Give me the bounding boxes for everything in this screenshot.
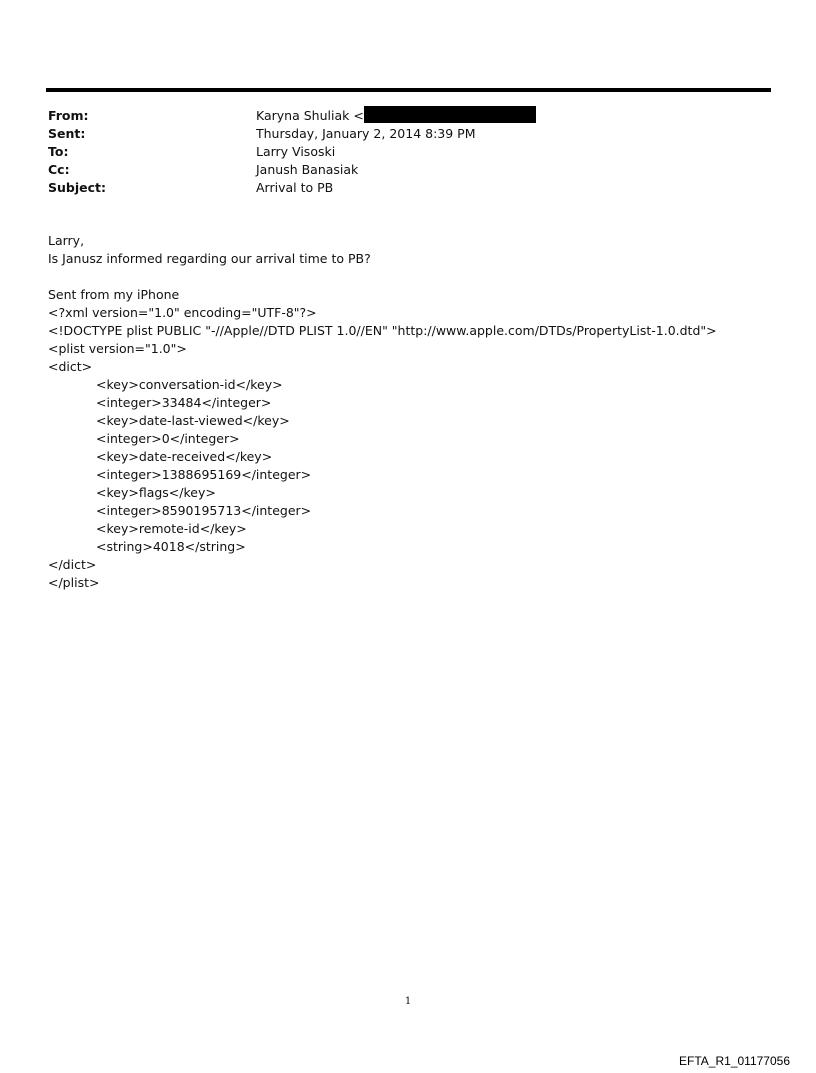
from-sender: Karyna Shuliak < xyxy=(256,108,364,123)
plist-entry: <key>remote-id</key> xyxy=(96,521,247,536)
subject-label: Subject: xyxy=(48,180,106,195)
bates-number: EFTA_R1_01177056 xyxy=(679,1054,790,1068)
page-number: 1 xyxy=(404,996,412,1007)
to-value: Larry Visoski xyxy=(256,144,336,159)
plist-entry: <integer>33484</integer> xyxy=(96,395,272,410)
sent-label: Sent: xyxy=(48,126,86,141)
cc-row xyxy=(48,161,748,179)
plist-entry: <integer>0</integer> xyxy=(96,431,240,446)
plist-xml-declaration: <?xml version="1.0" encoding="UTF-8"?> xyxy=(48,305,317,320)
message-text: Is Janusz informed regarding our arrival time to PB? xyxy=(48,251,371,266)
subject-row xyxy=(48,179,748,197)
email-body xyxy=(48,232,788,592)
plist-entry: <integer>1388695169</integer> xyxy=(96,467,312,482)
to-label: To: xyxy=(48,144,69,159)
signature: Sent from my iPhone xyxy=(48,287,180,302)
plist-entry: <key>flags</key> xyxy=(96,485,216,500)
cc-value: Janush Banasiak xyxy=(256,162,359,177)
plist-entry: <key>date-received</key> xyxy=(96,449,273,464)
plist-entry: <key>date-last-viewed</key> xyxy=(96,413,290,428)
plist-open-tag: <plist version="1.0"> xyxy=(48,341,187,356)
dict-close-tag: </dict> xyxy=(48,557,97,572)
from-label: From: xyxy=(48,108,89,123)
greeting: Larry, xyxy=(48,233,85,248)
subject-value: Arrival to PB xyxy=(256,180,334,195)
email-header xyxy=(48,107,748,197)
to-row xyxy=(48,143,748,161)
plist-close-tag: </plist> xyxy=(48,575,100,590)
sent-value: Thursday, January 2, 2014 8:39 PM xyxy=(256,126,476,141)
from-value xyxy=(256,107,536,125)
dict-open-tag: <dict> xyxy=(48,359,93,374)
plist-entry: <key>conversation-id</key> xyxy=(96,377,283,392)
sent-row xyxy=(48,125,748,143)
spacer xyxy=(48,268,788,286)
plist-entry: <string>4018</string> xyxy=(96,539,246,554)
plist-doctype: <!DOCTYPE plist PUBLIC "-//Apple//DTD PLIST 1.0//EN" "http://www.apple.com/DTDs/PropertyList-1.0.dtd"> xyxy=(48,323,717,338)
redaction-box xyxy=(364,106,536,123)
plist-entry: <integer>8590195713</integer> xyxy=(96,503,312,518)
cc-label: Cc: xyxy=(48,162,70,177)
from-row xyxy=(48,107,748,125)
header-divider xyxy=(46,88,771,92)
